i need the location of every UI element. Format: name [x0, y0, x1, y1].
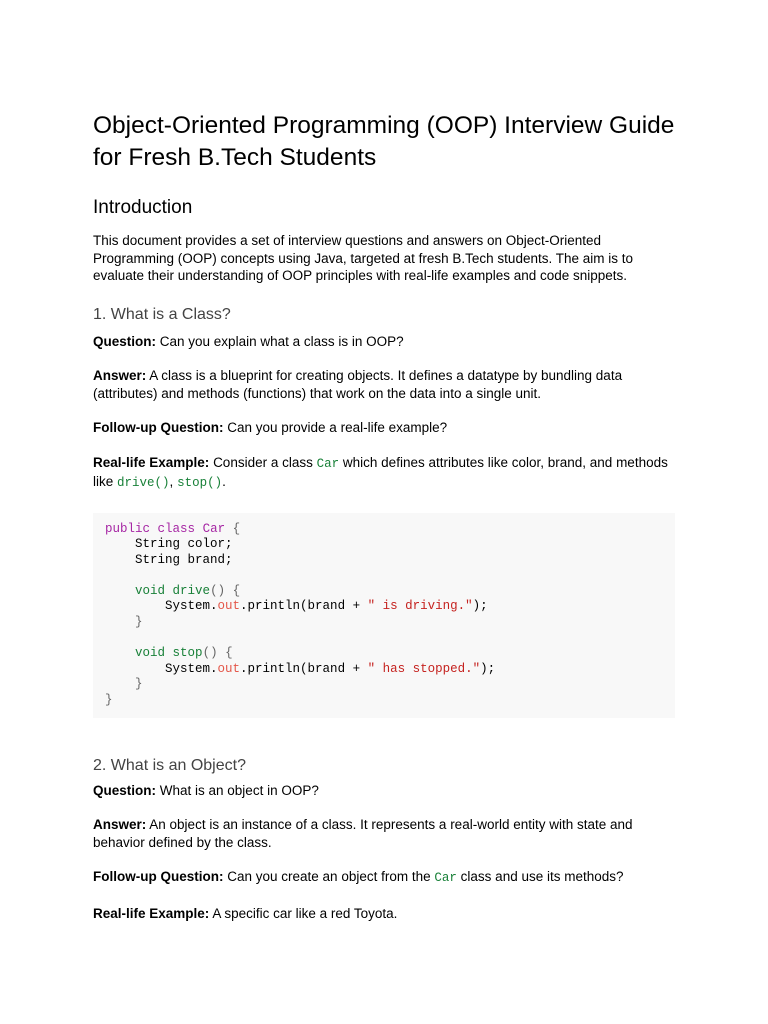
example-label: Real-life Example:: [93, 905, 210, 921]
code-block-car-class: [93, 513, 675, 718]
section2-question: [93, 782, 675, 800]
inline-code-car: Car: [316, 456, 340, 471]
section1-example: [93, 454, 675, 493]
period: .: [222, 474, 226, 489]
code-line: public class Car {: [105, 521, 241, 536]
section1-followup: [93, 419, 675, 437]
intro-heading: Introduction: [93, 197, 193, 218]
code-line: }: [135, 615, 143, 630]
section2-question-text: What is an object in OOP?: [159, 782, 319, 798]
section2-heading: 2. What is an Object?: [93, 756, 246, 774]
section1-question-text: Can you explain what a class is in OOP?: [159, 333, 404, 349]
section2-example-text: A specific car like a red Toyota.: [212, 905, 398, 921]
document-content: [93, 110, 675, 922]
section1-heading: 1. What is a Class?: [93, 305, 231, 323]
followup-label: Follow-up Question:: [93, 420, 224, 435]
followup-label: Follow-up Question:: [93, 869, 224, 885]
code-line: }: [105, 693, 113, 708]
code-line: System.out.println(brand + " has stopped.");: [165, 661, 496, 676]
section1-example-mid: which defines attributes like color, brand, and methods like: [93, 454, 668, 489]
code-line: String brand;: [135, 552, 233, 567]
answer-label: Answer:: [93, 368, 147, 383]
code-line: void drive() {: [135, 583, 241, 598]
section2-answer-text: An object is an instance of a class. It represents a real-world entity with state and behavior defined by the class.: [93, 817, 633, 850]
document-title: Object-Oriented Programming (OOP) Interview Guide for Fresh B.Tech Students: [93, 112, 675, 171]
section1-question: [93, 333, 675, 351]
inline-code-drive: drive(): [117, 476, 170, 490]
intro-paragraph: This document provides a set of interview questions and answers on Object-Oriented Programming (OOP) concepts using Java, targeted at fresh B.Tech students. The aim is to evaluate their understanding of OOP principles with real-life examples and code snippets.: [93, 233, 633, 283]
example-label: Real-life Example:: [93, 454, 210, 470]
code-line: System.out.println(brand + " is driving.");: [165, 599, 488, 614]
code-line: }: [135, 677, 143, 692]
comma: ,: [169, 474, 174, 489]
section2-answer: [93, 816, 675, 851]
question-label: Question:: [93, 782, 156, 798]
section1-example-pre: Consider a class: [213, 454, 313, 470]
section1-answer-text: A class is a blueprint for creating objects. It defines a datatype by bundling data (attributes) and methods (functions) that work on the data into a single unit.: [93, 368, 623, 401]
section2-followup-post: class and use its methods?: [460, 869, 624, 885]
section2-followup: [93, 868, 675, 888]
section2-followup-pre: Can you create an object from the: [227, 869, 431, 885]
question-label: Question:: [93, 333, 156, 349]
section2-example: [93, 905, 675, 923]
inline-code-car: Car: [434, 871, 457, 886]
code-line: String color;: [135, 537, 233, 552]
inline-code-stop: stop(): [177, 476, 223, 490]
answer-label: Answer:: [93, 817, 147, 833]
section1-answer: [93, 367, 675, 402]
section1-followup-text: Can you provide a real-life example?: [227, 420, 448, 435]
code-line: void stop() {: [135, 646, 233, 661]
